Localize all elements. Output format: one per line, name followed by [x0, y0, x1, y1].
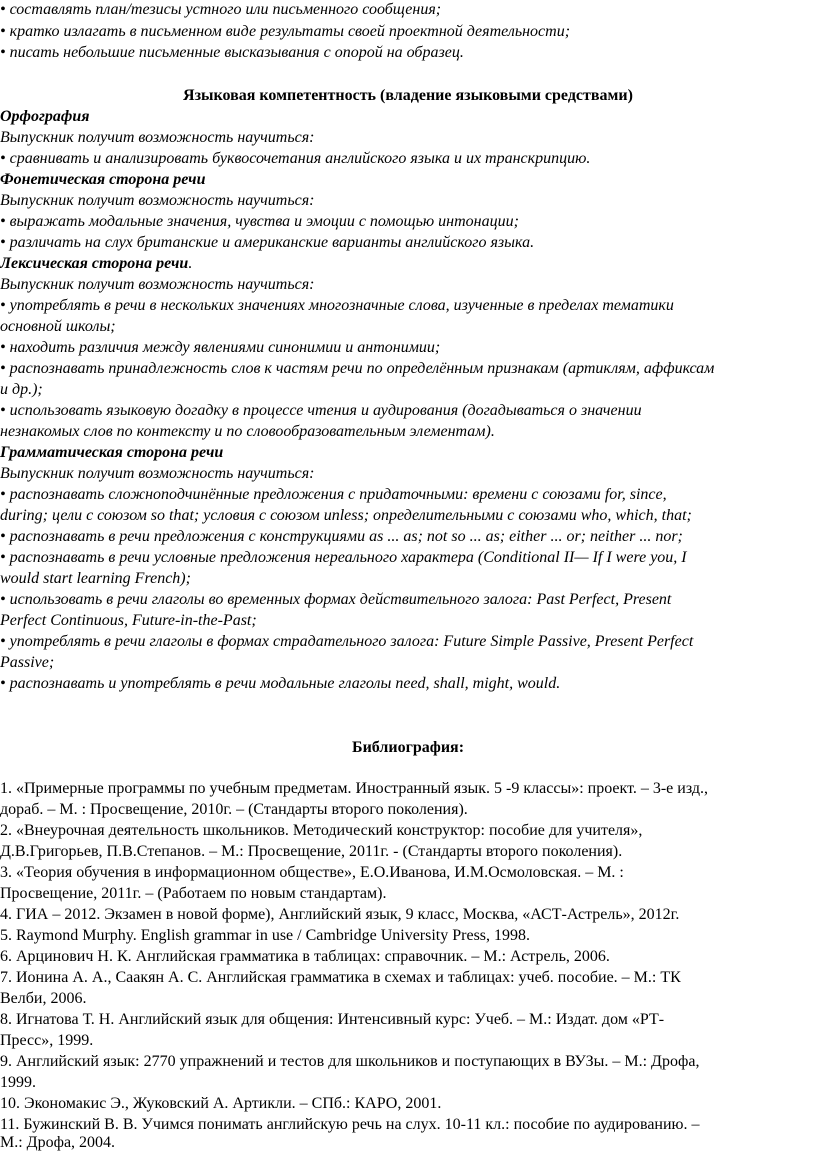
- lexis-line: • распознавать принадлежность слов к частям речи по определённым признакам (артиклям, аффиксам: [0, 360, 715, 377]
- phonetics-line: • выражать модальные значения, чувства и эмоции с помощью интонации;: [0, 213, 519, 230]
- phonetics-lead: Выпускник получит возможность научиться:: [0, 192, 315, 209]
- orthography-heading: Орфография: [0, 108, 90, 125]
- bibliography-line: 6. Арцинович Н. К. Английская грамматика в таблицах: справочник. – М.: Астрель, 2006.: [0, 948, 610, 965]
- bibliography-line: 1999.: [0, 1074, 36, 1091]
- phonetics-heading: Фонетическая сторона речи: [0, 171, 206, 188]
- grammar-line: Perfect Continuous, Future-in-the-Past;: [0, 612, 257, 629]
- lexis-line: незнакомых слов по контексту и по словообразовательным элементам).: [0, 423, 495, 440]
- bibliography-line: 11. Бужинский В. В. Учимся понимать английскую речь на слух. 10-11 кл.: пособие по аудированию. –: [0, 1116, 700, 1133]
- grammar-line: • распознавать в речи предложения с конструкциями as ... as; not so ... as; either ... or; neither ... nor;: [0, 528, 683, 545]
- grammar-line: • распознавать в речи условные предложения нереального характера (Conditional II— If I were you, I: [0, 549, 687, 566]
- lexis-line: • использовать языковую догадку в процессе чтения и аудирования (догадываться о значении: [0, 402, 642, 419]
- grammar-heading: Грамматическая сторона речи: [0, 444, 224, 461]
- bibliography-line: 3. «Теория обучения в информационном обществе», Е.О.Иванова, И.М.Осмоловская. – М. :: [0, 864, 624, 881]
- bibliography-line: Пресс», 1999.: [0, 1032, 94, 1049]
- lexis-heading-suffix: .: [188, 255, 193, 272]
- intro-bullet: • кратко излагать в письменном виде результаты своей проектной деятельности;: [0, 23, 571, 40]
- bibliography-line: Велби, 2006.: [0, 990, 87, 1007]
- orthography-lead: Выпускник получит возможность научиться:: [0, 129, 315, 146]
- bibliography-line: 10. Экономакис Э., Жуковский А. Артикли. – СПб.: КАРО, 2001.: [0, 1095, 442, 1112]
- lexis-lead: Выпускник получит возможность научиться:: [0, 276, 315, 293]
- grammar-line: during; цели с союзом so that; условия с союзом unless; определительными с союзами who, which, that;: [0, 507, 692, 524]
- lexis-heading-line: [0, 254, 816, 274]
- lexis-line: и др.);: [0, 381, 43, 398]
- grammar-line: • распознавать сложноподчинённые предложения с придаточными: времени с союзами for, since,: [0, 486, 667, 503]
- bibliography-line: 2. «Внеурочная деятельность школьников. Методический конструктор: пособие для учителя»,: [0, 822, 643, 839]
- phonetics-line: • различать на слух британские и американские варианты английского языка.: [0, 234, 535, 251]
- intro-bullet: • составлять план/тезисы устного или письменного сообщения;: [0, 1, 442, 18]
- section-heading: Языковая компетентность (владение языковыми средствами): [183, 87, 633, 104]
- lexis-line: • находить различия между явлениями синонимии и антонимии;: [0, 339, 441, 356]
- bibliography-line: 7. Ионина А. А., Саакян А. С. Английская грамматика в схемах и таблицах: учеб. пособие. – М.: ТК: [0, 969, 681, 986]
- bibliography-line: 9. Английский язык: 2770 упражнений и тестов для школьников и поступающих в ВУЗы. – М.: Дрофа,: [0, 1053, 700, 1070]
- grammar-lead: Выпускник получит возможность научиться:: [0, 465, 315, 482]
- grammar-line: • распознавать и употреблять в речи модальные глаголы need, shall, might, would.: [0, 675, 561, 692]
- bibliography-line: 1. «Примерные программы по учебным предметам. Иностранный язык. 5 -9 классы»: проект. – 3-е изд.,: [0, 780, 709, 797]
- bibliography-heading: Библиография:: [351, 739, 465, 756]
- bibliography-line: дораб. – М. : Просвещение, 2010г. – (Стандарты второго поколения).: [0, 801, 468, 818]
- orthography-line: • сравнивать и анализировать буквосочетания английского языка и их транскрипцию.: [0, 150, 591, 167]
- lexis-heading: Лексическая сторона речи: [0, 255, 189, 272]
- grammar-line: • употреблять в речи глаголы в формах страдательного залога: Future Simple Passive, Present Perfect: [0, 633, 694, 650]
- intro-bullet: • писать небольшие письменные высказывания с опорой на образец.: [0, 44, 464, 61]
- bibliography-line: 8. Игнатова Т. Н. Английский язык для общения: Интенсивный курс: Учеб. – М.: Издат. дом «РТ-: [0, 1011, 665, 1028]
- grammar-line: • использовать в речи глаголы во временных формах действительного залога: Past Perfect, Present: [0, 591, 672, 608]
- grammar-line: Passive;: [0, 654, 55, 671]
- lexis-line: основной школы;: [0, 318, 116, 335]
- bibliography-line: 5. Raymond Murphy. English grammar in use / Cambridge University Press, 1998.: [0, 927, 531, 944]
- bibliography-line: Просвещение, 2011г. – (Работаем по новым стандартам).: [0, 885, 387, 902]
- bibliography-line: М.: Дрофа, 2004.: [0, 1134, 116, 1151]
- bibliography-line: Д.В.Григорьев, П.В.Степанов. – М.: Просвещение, 2011г. - (Стандарты второго поколения).: [0, 843, 623, 860]
- lexis-line: • употреблять в речи в нескольких значениях многозначные слова, изученные в пределах тематики: [0, 297, 674, 314]
- grammar-line: would start learning French);: [0, 570, 191, 587]
- bibliography-line: 4. ГИА – 2012. Экзамен в новой форме), Английский язык, 9 класс, Москва, «АСТ-Астрель», 2012г.: [0, 906, 680, 923]
